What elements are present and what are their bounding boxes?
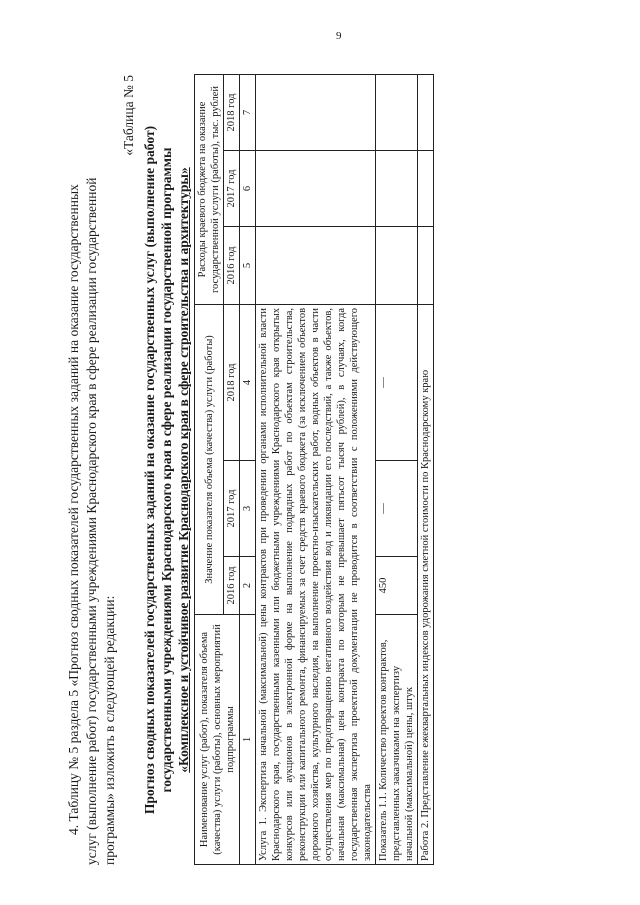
header-name: Наименование услуг (работ), показателя объема (качества) услуги (работы), основных мероприятий подпрограммы: [195, 615, 240, 865]
header-year: 2017 год: [224, 150, 240, 226]
intro-line-3: программы» изложить в следующей редакции:: [102, 595, 117, 865]
rotated-page-content: [65, 75, 585, 865]
column-number: 3: [240, 461, 256, 557]
header-year: 2018 год: [224, 74, 240, 150]
header-value-group: Значение показателя объема (качества) услуги (работы): [195, 304, 224, 614]
table-cell: —: [376, 304, 418, 460]
table-cell: [376, 74, 418, 150]
table-cell: [256, 74, 376, 150]
table-label: «Таблица № 5: [121, 75, 136, 156]
header-year: 2018 год: [224, 304, 240, 460]
work-2-name: Работа 2. Представление ежеквартальных индексов удорожания сметной стоимости по Краснодарскому краю: [418, 304, 434, 864]
table-cell: —: [376, 461, 418, 557]
header-row-1: [195, 74, 224, 864]
header-year: 2017 год: [224, 461, 240, 557]
indicator-1-1-name: Показатель 1.1. Количество проектов контрактов, представленных заказчиками на экспертизу начальной (максимальной) цены, штук: [376, 615, 418, 865]
heading-line-1: Прогноз сводных показателей государственных заданий на оказание государственных услуг (выполнение работ): [142, 125, 157, 815]
column-number-row: [240, 74, 256, 864]
column-number: 1: [240, 615, 256, 865]
table-cell: [418, 150, 434, 226]
column-number: 6: [240, 150, 256, 226]
page-number: 9: [336, 30, 342, 42]
table-cell: [376, 226, 418, 304]
column-number: 7: [240, 74, 256, 150]
column-number: 5: [240, 226, 256, 304]
table-row: [418, 74, 434, 864]
table-cell: [256, 226, 376, 304]
column-number: 2: [240, 557, 256, 615]
heading: [141, 75, 192, 865]
intro-line-2: услуг (выполнение работ) государственными учреждениями Краснодарского края в сфере реализации государственной: [84, 177, 99, 865]
heading-line-3: «Комплексное и устойчивое развитие Краснодарского края в сфере строительства и архитектуры»: [176, 167, 191, 773]
table-cell: [418, 226, 434, 304]
table-cell: 450: [376, 557, 418, 615]
intro-line-1: 4. Таблицу № 5 раздела 5 «Прогноз сводных показателей государственных заданий на оказание государственных: [66, 184, 81, 835]
table-row: [256, 74, 376, 864]
header-expense-group: Расходы краевого бюджета на оказание государственной услуги (работы), тыс. рублей: [195, 74, 224, 304]
table-row: [376, 74, 418, 864]
table-cell: [376, 150, 418, 226]
table-cell: [418, 74, 434, 150]
heading-line-2: государственными учреждениями Краснодарского края в сфере реализации государственной программы: [159, 147, 174, 793]
column-number: 4: [240, 304, 256, 460]
service-1-name: Услуга 1. Экспертиза начальной (максимальной) цены контрактов при проведении органами исполнительной власти Краснодарского края, государственными казенными или бюджетными учреждениями Краснодарского края открытых конкурсов или аукционов в электронной форме на выполнение подрядных работ по объектам строительства, реконструкции или капитального ремонта, финансируемых за счет средств краевого бюджета (за исключением объектов дорожного хозяйства, культурного наследия, на выполнение проектно-изыскательских работ, водных объектов в части осуществления мер по предотвращению негативного воздействия вод и ликвидации его последствий, а также объектов, начальная (максимальная) цена контракта по которым не превышает пятьсот тысяч рублей), в случаях, когда государственная экспертиза проектной документации не проводится в соответствии с положениями действующего законодательства: [256, 304, 376, 864]
table-cell: [256, 150, 376, 226]
forecast-table: [194, 74, 434, 865]
header-year: 2016 год: [224, 226, 240, 304]
header-year: 2016 год: [224, 557, 240, 615]
